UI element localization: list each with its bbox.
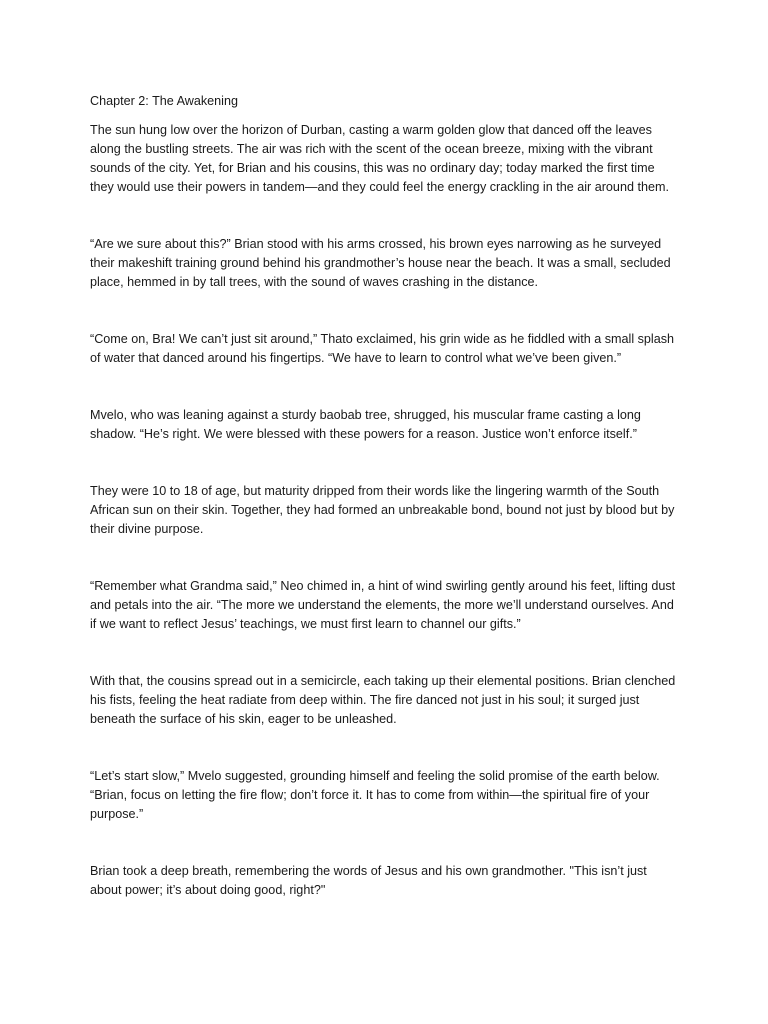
paragraph-8: “Let’s start slow,” Mvelo suggested, grounding himself and feeling the solid promise of the earth below. “Brian, focus on letting the fire flow; don’t force it. It has to come from within—the spiritual fire of your purpose.” — [90, 769, 660, 821]
paragraph-7: With that, the cousins spread out in a semicircle, each taking up their elemental positions. Brian clenched his fists, feeling the heat radiate from deep within. The fire danced not just in his soul; it surged just beneath the surface of his skin, eager to be unleashed. — [90, 674, 676, 726]
paragraph-2: “Are we sure about this?” Brian stood with his arms crossed, his brown eyes narrowing as he surveyed their makeshift training ground behind his grandmother’s house near the beach. It was a small, secluded place, hemmed in by tall trees, with the sound of waves crashing in the distance. — [90, 237, 671, 289]
paragraph-4: Mvelo, who was leaning against a sturdy baobab tree, shrugged, his muscular frame casting a long shadow. “He’s right. We were blessed with these powers for a reason. Justice won’t enforce itself.” — [90, 408, 641, 441]
document-page — [90, 92, 680, 900]
paragraph-6: “Remember what Grandma said,” Neo chimed in, a hint of wind swirling gently around his feet, lifting dust and petals into the air. “The more we understand the elements, the more we’ll understand ourselves. And if we want to reflect Jesus’ teachings, we must first learn to channel our gifts.” — [90, 579, 676, 631]
paragraph-1: The sun hung low over the horizon of Durban, casting a warm golden glow that danced off the leaves along the bustling streets. The air was rich with the scent of the ocean breeze, mixing with the vibrant sounds of the city. Yet, for Brian and his cousins, this was no ordinary day; today marked the first time they would use their powers in tandem—and they could feel the energy crackling in the air around them. — [90, 123, 669, 194]
paragraph-5: They were 10 to 18 of age, but maturity dripped from their words like the lingering warmth of the South African sun on their skin. Together, they had formed an unbreakable bond, bound not just by blood but by their divine purpose. — [90, 484, 675, 536]
chapter-title: Chapter 2: The Awakening — [90, 94, 238, 108]
paragraph-9: Brian took a deep breath, remembering the words of Jesus and his own grandmother. "This isn’t just about power; it’s about doing good, right?" — [90, 864, 647, 897]
paragraph-3: “Come on, Bra! We can’t just sit around,” Thato exclaimed, his grin wide as he fiddled with a small splash of water that danced around his fingertips. “We have to learn to control what we’ve been given.” — [90, 332, 675, 365]
